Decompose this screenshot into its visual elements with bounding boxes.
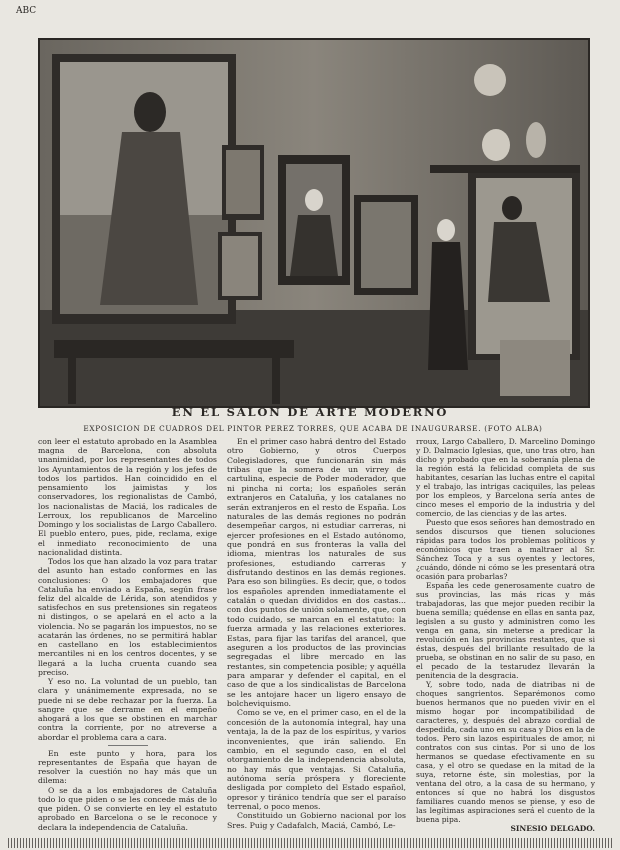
author-signature: SINESIO DELGADO.	[510, 824, 595, 833]
exhibition-photo	[38, 38, 590, 408]
paragraph: con leer el estatuto aprobado en la Asamblea magna de Barcelona, con absoluta unanimidad, por los representantes de todos los Ayuntamientos de la región y los jefes de todos los partidos. Han coincidido en el pensamiento los jaimistas y los conservadores, los regionalistas de Cambó, los nacionalistas de Maciá, los radicales de Lerroux, los republicanos de Marcelino Domingo y los socialistas de Largo Caballero. El pueblo entero, pues, pide, reclama, exige el inmediato reconocimiento de una nacionalidad distinta.	[38, 437, 217, 557]
article-column-2	[227, 437, 406, 830]
signature-line	[416, 824, 595, 833]
paragraph: Y eso no. La voluntad de un pueblo, tan clara y unánimemente expresada, no se puede ni se debe rechazar por la fuerza. La sangre que se derrame en el empeño ahogará a los que se obstinen en marchar contra la corriente, por no atreverse a abordar el problema cara a cara.	[38, 677, 217, 742]
paragraph: Como se ve, en el primer caso, en el de la concesión de la autonomía integral, hay una ventaja, la de la paz de los espíritus, y varios inconvenientes, que irán saliendo. En cambio, en el segundo caso, en el del otorgamiento de la independencia absoluta, no hay más que ventajas. Si Cataluña, autónoma sería próspera y floreciente desligada por completo del Estado español, opresor y tiránico tendría que ser el paraíso terrenal, o poco menos.	[227, 708, 406, 812]
paragraph: En el primer caso habrá dentro del Estado otro Gobierno, y otros Cuerpos Colegisladores, que funcionarán sin más tribas que la somera de un virrey de cartulina, especie de Poder moderador, que ni pincha ni corta; los españoles serán extranjeros en Cataluña, y los catalanes no serán extranjeros en el resto de España. Los naturales de las demás regiones no podrán desempeñar cargos, ni estudiar carreras, ni ejercer profesiones en el Estado autónomo, que pondrá en sus fronteras la valla del idioma, mientras los naturales de sus profesiones, estudiando carreras y disfrutando destinos en las demás regiones. Para eso son bilingües. Es decir, que, o todos los españoles aprenden inmediatamente el catalán o quedan divididos en dos castas... con dos puntos de unión solamente, que, con todo cuidado, se marcan en el estatuto: la fuerza armada y las relaciones exteriores. Estas, para fijar las tarifas del arancel, que aseguren a los productos de las provincias segregadas el libre mercado en las restantes, sin competencia posible; y aquélla para amparar y defender el capital, en el caso de que a los sindicalistas de Barcelona se les antojare hacer un ligero ensayo de bolcheviquismo.	[227, 437, 406, 709]
article-column-3	[416, 437, 595, 833]
page-mark: ABC	[16, 6, 37, 16]
paragraph: Constituido un Gobierno nacional por los Sres. Puig y Cadafalch, Maciá, Cambó, Le-	[227, 811, 406, 830]
paragraph: Puesto que esos señores han demostrado en sendos discursos que tienen soluciones rápidas para todos los problemas políticos y económicos que traen a maltraer al Sr. Sánchez Toca y a sus oyentes y lectores, ¿cuándo, dónde ni cómo se les presentará otra ocasión para probarlas?	[416, 518, 595, 581]
paragraph: rroux, Largo Caballero, D. Marcelino Domingo y D. Dalmacio Iglesias, que, uno tras otro, han dicho y probado que en la soberanía plena de la región está la felicidad completa de sus habitantes, cesarían las luchas entre el capital y el trabajo, las intrigas caciquiles, las peleas por los empleos, y Barcelona sería antes de cinco meses el emporio de la industria y del comercio, de las ciencias y de las artes.	[416, 437, 595, 518]
article-column-1	[38, 437, 217, 832]
bottom-border	[8, 838, 612, 848]
paragraph: España les cede generosamente cuatro de sus provincias, las más ricas y más trabajadoras, las que mejor pueden recibir la buena semilla; quédense en ellas en santa paz, legislen a su gusto y administren como les venga en gana, sin meterse a predicar la revolución en las provincias restantes, que si éstas, después del brillante resultado de la prueba, se obstinan en no salir de su paso, en el pecado de la testarudez llevarán la penitencia de la desgracia.	[416, 581, 595, 680]
gallery-photograph	[40, 40, 588, 406]
paragraph: Y, sobre todo, nada de diatribas ni de choques sangrientos. Separémonos como buenos hermanos que no pueden vivir en el mismo hogar por incompatibilidad de caracteres, y, después del abrazo cordial de despedida, cada uno en su casa y Dios en la de todos. Pero sin lazos espirituales de amor, ni contratos con sus cintas. Por si uno de los hermanos se quedase efectivamente en su casa, y el otro se quedase en la mitad de la suya, retorne éste, sin molestias, por la ventana del otro, a la casa de su hermano, y entonces sí que no habrá los disgustos familiares cuando menos se piense, y eso de las legítimas aspiraciones será el cuento de la buena pipa.	[416, 680, 595, 824]
paragraph: Todos los que han alzado la voz para tratar del asunto han estado conformes en las conclusiones: O los embajadores que Cataluña ha enviado a España, según frase feliz del alcalde de Lérida, son atendidos y satisfechos en sus pretensiones sin regateos ni distingos, o se apelará en el acto a la violencia. No se pagarán los impuestos, no se acatarán las órdenes, no se permitirá hablar en castellano en los establecimientos mercantiles ni en los centros docentes, y se llegará a la lucha cruenta cuando sea preciso.	[38, 557, 217, 677]
section-divider	[108, 745, 148, 746]
caption-subtitle: EXPOSICION DE CUADROS DEL PINTOR PEREZ TORRES, QUE ACABA DE INAUGURARSE. (FOTO ALBA)	[83, 424, 543, 433]
caption-title: EN EL SALON DE ARTE MODERNO	[171, 405, 449, 419]
paragraph: En este punto y hora, para los representantes de España que hayan de resolver la cuestión no hay más que un dilema:	[38, 748, 217, 786]
paragraph: O se da a los embajadores de Cataluña todo lo que piden o se les concede más de lo que piden. O se convierte en ley el estatuto aprobado en Barcelona o se le reconoce y declara la independencia de Cataluña.	[38, 785, 217, 832]
